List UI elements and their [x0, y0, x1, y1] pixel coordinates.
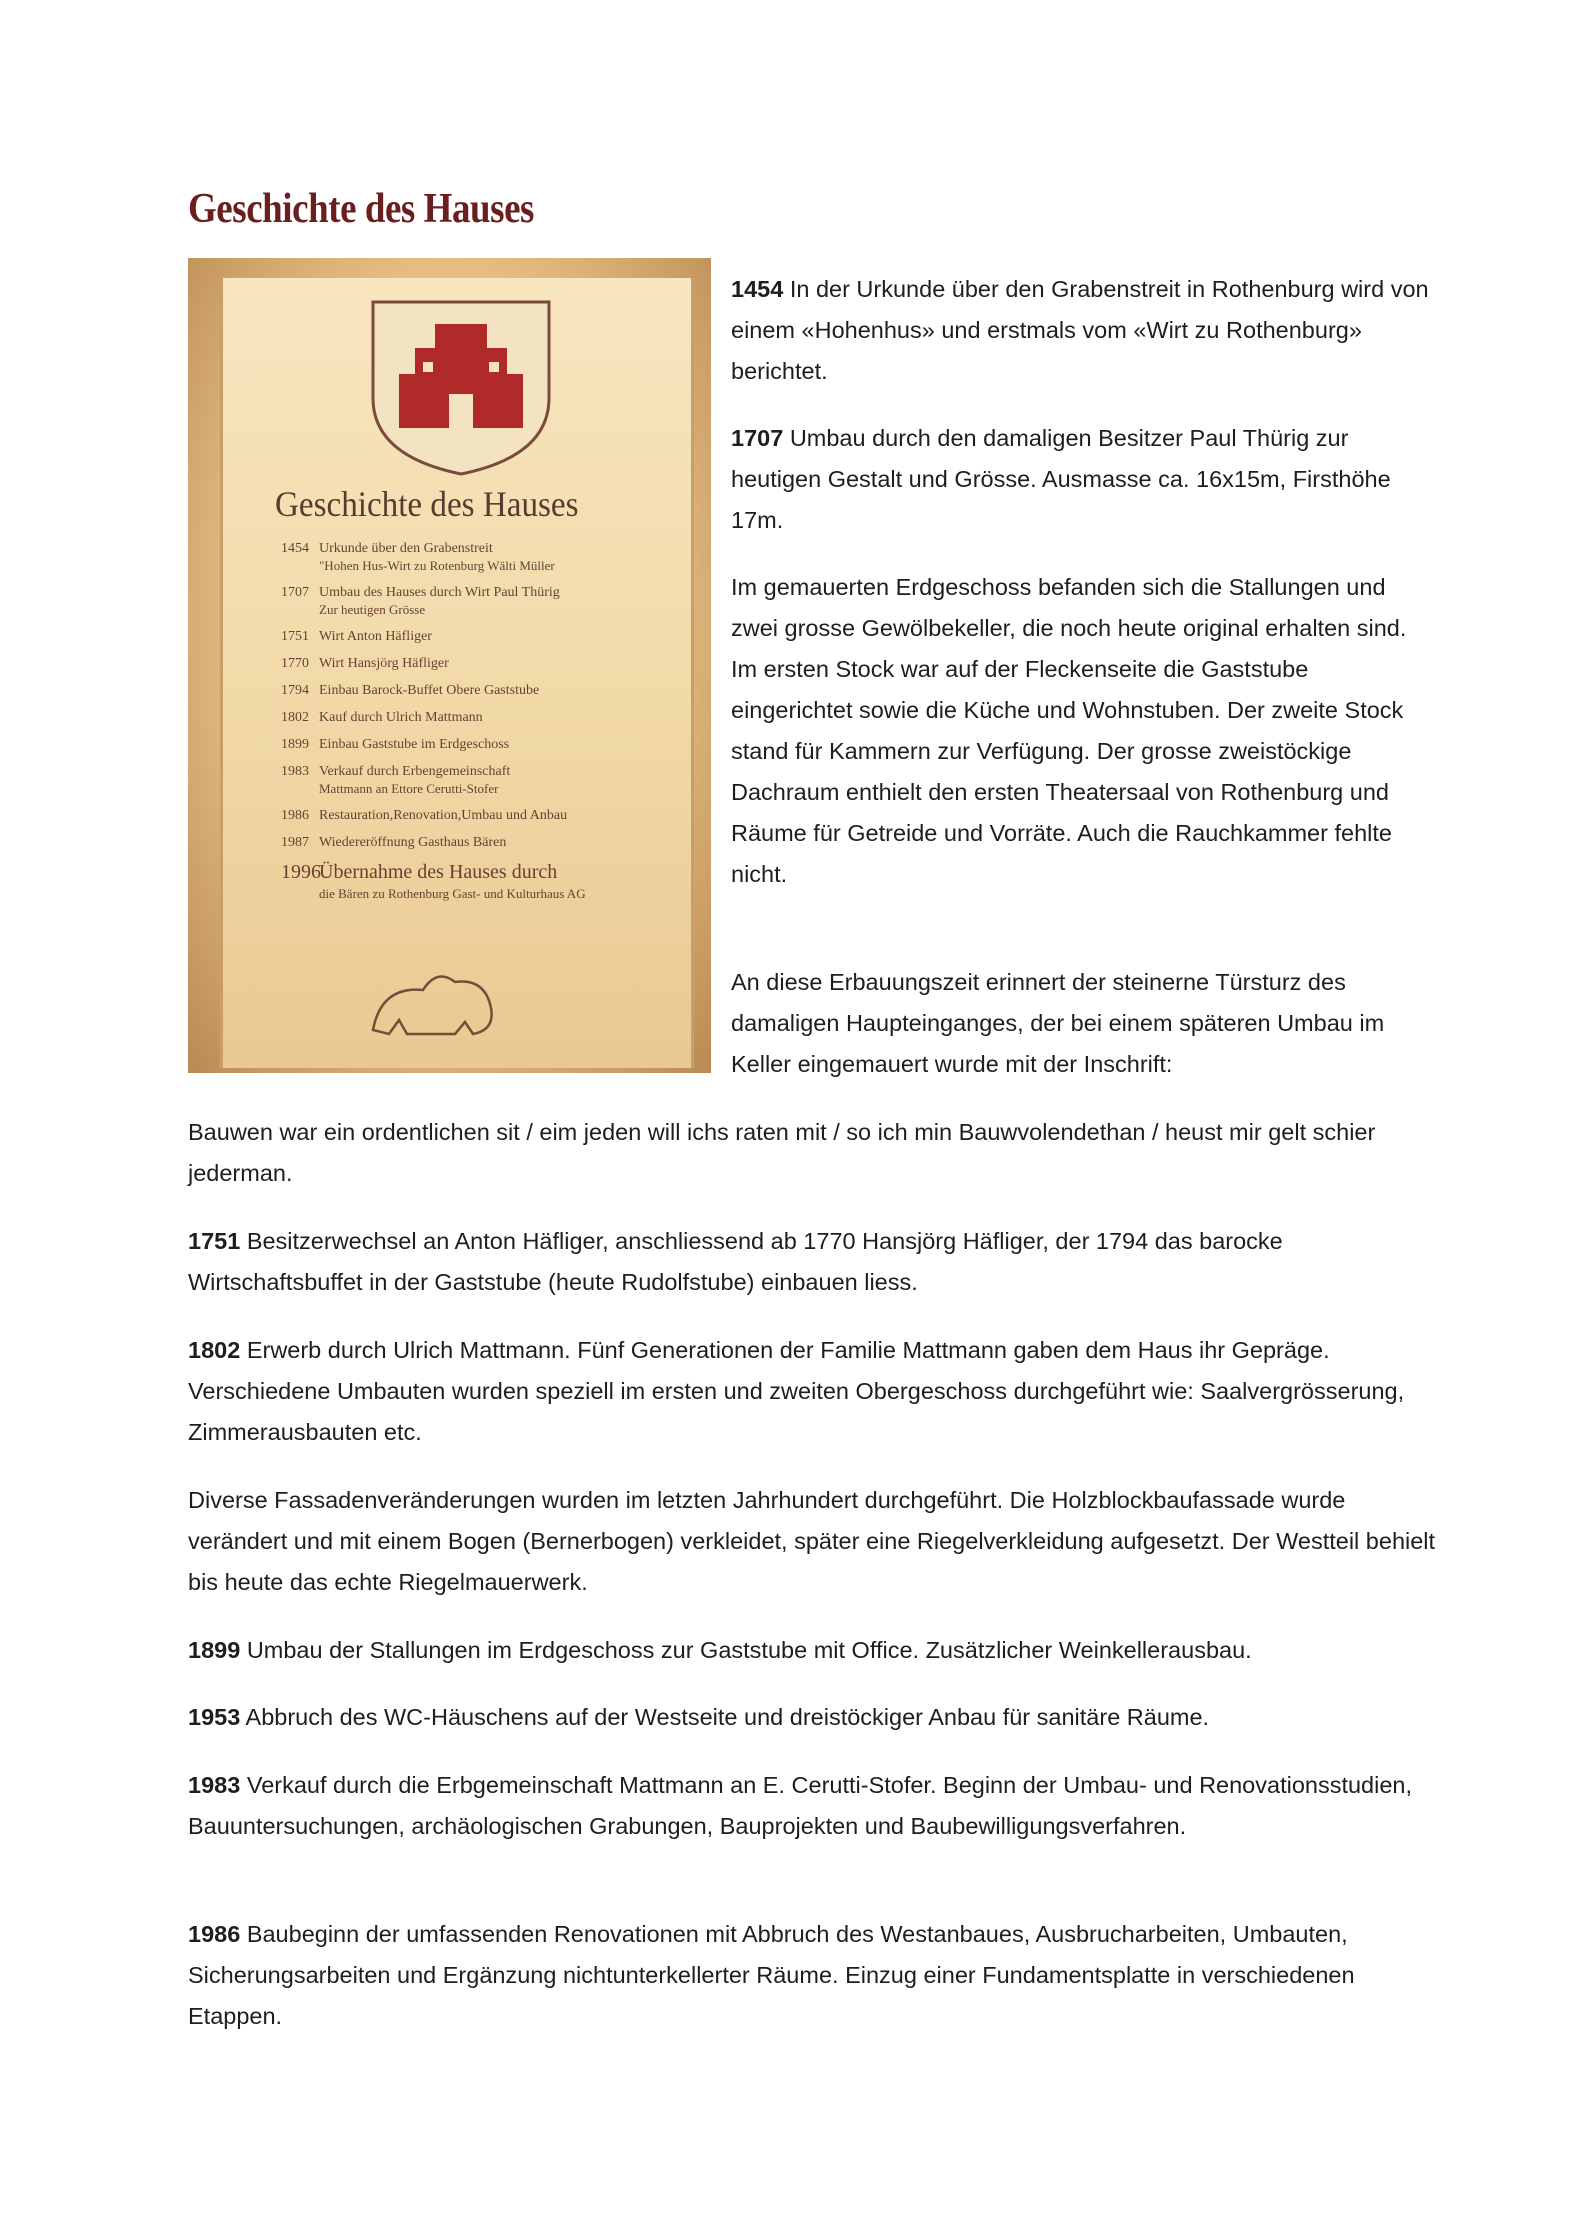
plaque-year: 1794 — [281, 683, 309, 698]
paragraph-1899 — [188, 1630, 1438, 1671]
paragraph-year: 1986 — [188, 1921, 241, 1947]
plaque-year: 1454 — [281, 541, 309, 556]
plaque-year: 1899 — [281, 737, 309, 752]
paragraph-text: Umbau durch den damaligen Besitzer Paul Thürig zur heutigen Gestalt und Grösse. Ausmasse ca. 16x15m, Firsthöhe 17m. — [731, 425, 1391, 533]
plaque-entry — [281, 540, 681, 574]
paragraph-text: Im gemauerten Erdgeschoss befanden sich die Stallungen und zwei grosse Gewölbekeller, die noch heute original erhalten sind. Im ersten Stock war auf der Fleckenseite die Gaststube eingerichtet sowie die Küche und Wohnstuben. Der zweite Stock stand für Kammern zur Verfügung. Der grosse zweistöckige Dachraum enthielt den ersten Theatersaal von Rothenburg und Räume für Getreide und Vorräte. Auch die Rauchkammer fehlte nicht. — [731, 574, 1407, 887]
paragraph-text: Diverse Fassadenveränderungen wurden im letzten Jahrhundert durchgeführt. Die Holzblockbaufassade wurde verändert und mit einem Bogen (Bernerbogen) verkleidet, später eine Riegelverkleidung aufgesetzt. Der Westteil behielt bis heute das echte Riegelmauerwerk. — [188, 1487, 1436, 1595]
paragraph-year: 1707 — [731, 425, 784, 451]
plaque-entry — [281, 682, 681, 699]
plaque-text-main: Urkunde über den Grabenstreit — [319, 541, 493, 556]
plaque-year: 1987 — [281, 835, 309, 850]
plaque-year: 1770 — [281, 656, 309, 671]
plaque-photo — [188, 258, 711, 1073]
paragraph-year: 1983 — [188, 1772, 241, 1798]
bear-icon — [373, 977, 492, 1034]
plaque-entry — [281, 736, 681, 753]
page-title: Geschichte des Hauses — [188, 186, 534, 232]
plaque-entry — [281, 763, 681, 797]
paragraph-text: Baubeginn der umfassenden Renovationen mit Abbruch des Westanbaues, Ausbrucharbeiten, Umbauten, Sicherungsarbeiten und Ergänzung nichtunterkellerter Räume. Einzug einer Fundamentsplatte in verschiedenen Etappen. — [188, 1921, 1355, 2029]
plaque-text: Restauration,Renovation,Umbau und Anbau — [319, 808, 568, 823]
paragraph-text: In der Urkunde über den Grabenstreit in Rothenburg wird von einem «Hohenhus» und erstmals vom «Wirt zu Rothenburg» berichtet. — [731, 276, 1429, 384]
plaque-entries — [281, 540, 681, 915]
plaque-text: Wirt Hansjörg Häfliger — [319, 656, 449, 671]
paragraph-1986 — [188, 1914, 1438, 2037]
plaque-entry — [281, 861, 681, 905]
paragraph-1953 — [188, 1697, 1438, 1738]
plaque-entry — [281, 655, 681, 672]
paragraph-text: Erwerb durch Ulrich Mattmann. Fünf Generationen der Familie Mattmann gaben dem Haus ihr Gepräge. Verschiedene Umbauten wurden speziell im ersten und zweiten Obergeschoss durchgeführt wie: Saalvergrösserung, Zimmerausbauten etc. — [188, 1337, 1405, 1445]
plaque-entry — [281, 709, 681, 726]
plaque-entry — [281, 834, 681, 851]
plaque-text — [319, 861, 681, 905]
paragraph-erbauungszeit — [731, 962, 1431, 1085]
plaque-text-sub: Zur heutigen Grösse — [319, 602, 426, 617]
history-plaque — [220, 278, 694, 1068]
paragraph-1751 — [188, 1221, 1438, 1303]
plaque-text — [319, 763, 681, 797]
paragraph-year: 1802 — [188, 1337, 241, 1363]
plaque-text: Einbau Barock-Buffet Obere Gaststube — [319, 683, 540, 698]
paragraph-text: Verkauf durch die Erbgemeinschaft Mattmann an E. Cerutti-Stofer. Beginn der Umbau- und Renovationsstudien, Bauuntersuchungen, archäologischen Grabungen, Bauprojekten und Baubewilligungsverfahren. — [188, 1772, 1413, 1839]
paragraph-text: Umbau der Stallungen im Erdgeschoss zur Gaststube mit Office. Zusätzlicher Weinkellerausbau. — [246, 1637, 1252, 1663]
plaque-year: 1996 — [281, 861, 321, 883]
paragraph-1707 — [731, 418, 1431, 541]
paragraph-text: Bauwen war ein ordentlichen sit / eim jeden will ichs raten mit / so ich min Bauwvolendethan / heust mir gelt schier jederman. — [188, 1119, 1376, 1186]
plaque-year: 1986 — [281, 808, 309, 823]
paragraph-1983 — [188, 1765, 1438, 1847]
plaque-text — [319, 584, 681, 618]
paragraph-year: 1751 — [188, 1228, 241, 1254]
plaque-entry — [281, 807, 681, 824]
plaque-year: 1707 — [281, 585, 309, 600]
plaque-text-main: Verkauf durch Erbengemeinschaft — [319, 764, 511, 779]
plaque-text-sub: Mattmann an Ettore Cerutti-Stofer — [319, 781, 499, 796]
paragraph-inschrift — [188, 1112, 1438, 1194]
paragraph-year: 1953 — [188, 1704, 241, 1730]
paragraph-year: 1454 — [731, 276, 784, 302]
plaque-text-sub: "Hohen Hus-Wirt zu Rotenburg Wälti Müller — [319, 558, 555, 573]
plaque-text: Wirt Anton Häfliger — [319, 629, 432, 644]
paragraph-year: 1899 — [188, 1637, 241, 1663]
plaque-text-main: Übernahme des Hauses durch — [319, 861, 558, 883]
plaque-year: 1983 — [281, 764, 309, 779]
plaque-year: 1802 — [281, 710, 309, 725]
paragraph-fassaden — [188, 1480, 1438, 1603]
plaque-title: Geschichte des Hauses — [275, 484, 579, 524]
paragraph-text: Besitzerwechsel an Anton Häfliger, anschliessend ab 1770 Hansjörg Häfliger, der 1794 das barocke Wirtschaftsbuffet in der Gaststube (heute Rudolfstube) einbauen liess. — [188, 1228, 1283, 1295]
plaque-text: Einbau Gaststube im Erdgeschoss — [319, 737, 510, 752]
plaque-text-main: Umbau des Hauses durch Wirt Paul Thürig — [319, 585, 560, 600]
paragraph-1454 — [731, 269, 1431, 392]
plaque-text-sub: die Bären zu Rothenburg Gast- und Kulturhaus AG — [319, 886, 586, 901]
plaque-text — [319, 540, 681, 574]
paragraph-erdgeschoss — [731, 567, 1431, 895]
paragraph-text: Abbruch des WC-Häuschens auf der Westseite und dreistöckiger Anbau für sanitäre Räume. — [245, 1704, 1210, 1730]
paragraph-text: An diese Erbauungszeit erinnert der steinerne Türsturz des damaligen Haupteinganges, der bei einem späteren Umbau im Keller eingemauert wurde mit der Inschrift: — [731, 969, 1385, 1077]
plaque-year: 1751 — [281, 629, 309, 644]
plaque-entry — [281, 584, 681, 618]
plaque-entry — [281, 628, 681, 645]
paragraph-1802 — [188, 1330, 1438, 1453]
plaque-text: Wiedereröffnung Gasthaus Bären — [319, 835, 507, 850]
plaque-text: Kauf durch Ulrich Mattmann — [319, 710, 483, 725]
